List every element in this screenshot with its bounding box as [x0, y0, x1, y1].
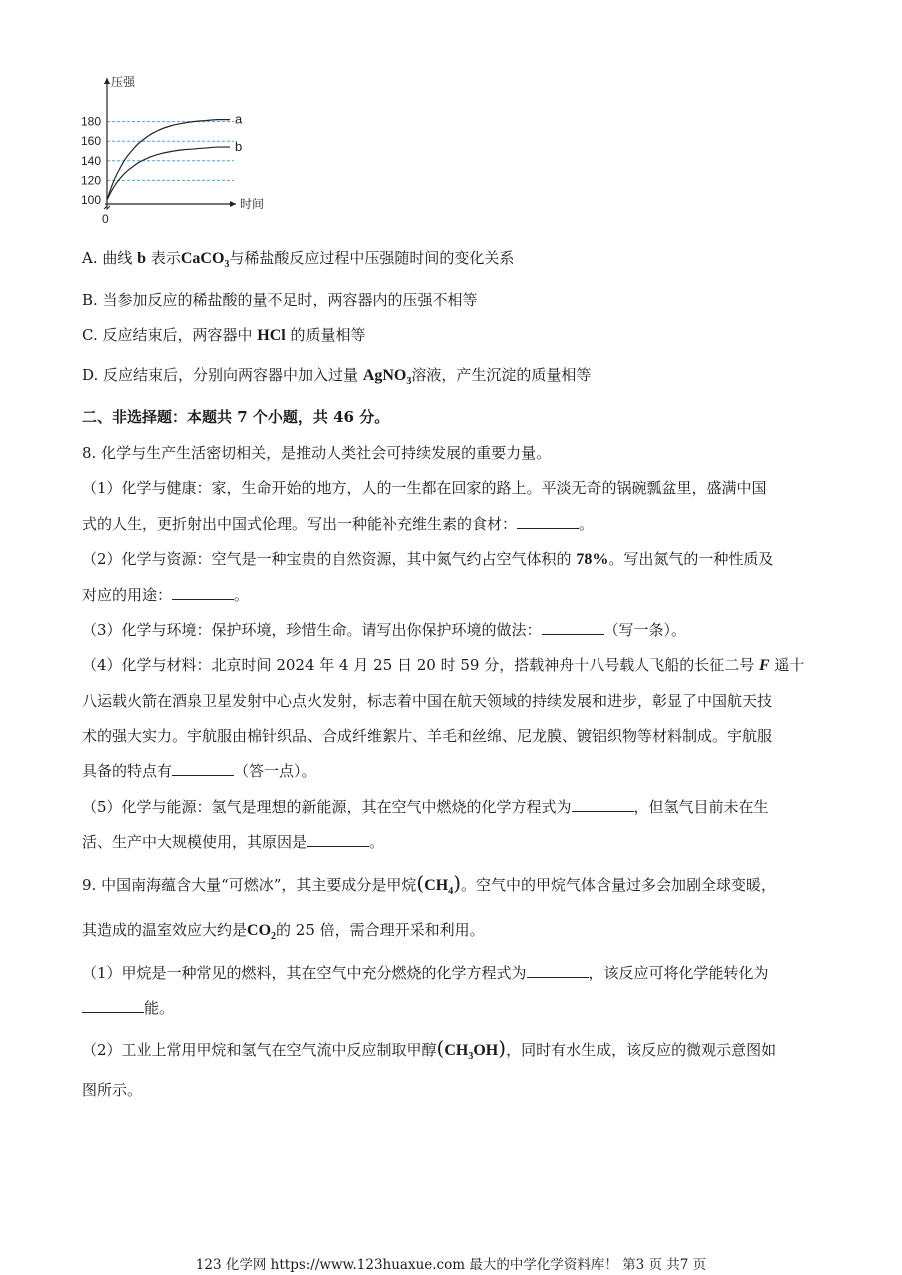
q8-part5-text-c: 活、生产中大规模使用，其原因是: [82, 833, 308, 851]
axis-break-mark: [104, 206, 110, 209]
option-a-curve-label: b: [137, 250, 147, 267]
q9-part2-line2: 图所示。: [82, 1081, 143, 1099]
q9-text-b: 。空气中的甲烷气体含量过多会加剧全球变暖，: [461, 876, 777, 894]
option-d-text-2: 溶液，产生沉淀的质量相等: [411, 366, 592, 384]
answer-blank[interactable]: [307, 832, 369, 847]
y-tick-label-140: 140: [81, 153, 102, 168]
q8-part4-text-d: （答一点）。: [234, 762, 317, 780]
series-label-a: a: [235, 111, 243, 127]
q8-rocket-model: F: [758, 657, 770, 674]
option-a-text-1: A. 曲线: [82, 249, 138, 267]
q8-part3-text-a: （3）化学与环境：保护环境，珍惜生命。请写出你保护环境的做法：: [82, 621, 542, 639]
y-tick-label-160: 160: [81, 134, 102, 149]
option-c-formula: HCl: [257, 327, 286, 344]
answer-blank[interactable]: [542, 620, 604, 635]
q9-stem-line1: 9. 中国南海蕴含大量“可燃冰”，其主要成分是甲烷$(CH_4)$。空气中的甲烷气体含量过多会加剧全球变暖，: [82, 871, 777, 898]
y-tick-label-180: 180: [81, 114, 102, 129]
q8-part4-line2: 八运载火箭在酒泉卫星发射中心点火发射，标志着中国在航天领域的持续发展和进步，彰显了中国航天技: [82, 692, 773, 710]
methane-formula: $CH_4$: [424, 877, 454, 898]
option-d-formula: AgNO$_3$: [362, 367, 412, 388]
answer-blank[interactable]: [172, 585, 234, 600]
q8-part3-text-b: （写一条）。: [603, 621, 687, 639]
series-line-a: [107, 120, 230, 200]
q9-part1-end: 能。: [144, 999, 175, 1017]
methanol-formula: $CH_3OH$: [444, 1042, 499, 1063]
q9-part2-text-b: ，同时有水生成，该反应的微观示意图如: [506, 1041, 777, 1059]
q8-part2-line2: [82, 584, 249, 606]
q9-stem-line2: [82, 919, 485, 948]
origin-label: 0: [102, 212, 109, 226]
q9-part2-line1: （2）工业上常用甲烷和氢气在空气流中反应制取甲醇$(CH_3OH)$，同时有水生成，该反应的微观示意图如: [82, 1036, 777, 1063]
q8-part4-text-c: 具备的特点有: [82, 762, 173, 780]
q9-text-c: 其造成的温室效应大约是: [82, 921, 248, 939]
q8-part2-text-c: 对应的用途：: [82, 586, 173, 604]
y-axis-arrow: [104, 78, 110, 84]
q8-part1-end: 。: [579, 515, 595, 533]
q9-part1-text-a: （1）甲烷是一种常见的燃料，其在空气中充分燃烧的化学方程式为: [82, 964, 527, 982]
q8-part2-end: 。: [234, 586, 250, 604]
co2-formula: $CO_2$: [247, 922, 277, 943]
pressure-time-chart: [76, 70, 276, 230]
y-axis-label: 压强: [111, 75, 136, 89]
q8-part4-text-b: 遥十: [769, 656, 805, 674]
q8-stem: 8. 化学与生产生活密切相关，是推动人类社会可持续发展的重要力量。: [82, 444, 552, 462]
page-footer: 123 化学网 https://www.123huaxue.com 最大的中学化学资料库！ 第3 页 共7 页: [195, 1257, 707, 1273]
q8-part4-line4: [82, 760, 317, 782]
q8-part5-text-b: ，但氢气目前未在生: [633, 798, 769, 816]
q9-text-d: 的 25 倍，需合理开采和利用。: [276, 921, 485, 939]
q8-part2-line1: [82, 548, 773, 571]
q8-part4-text-a: （4）化学与材料：北京时间 2024 年 4 月 25 日 20 时 59 分，搭载神舟十八号载人飞船的长征二号: [82, 656, 759, 674]
q8-part5-text-a: （5）化学与能源：氢气是理想的新能源，其在空气中燃烧的化学方程式为: [82, 798, 572, 816]
series-line-b: [107, 147, 230, 200]
answer-blank[interactable]: [572, 797, 634, 812]
answer-blank[interactable]: [517, 514, 579, 529]
q8-part4-line3: 术的强大实力。宇航服由棉针织品、合成纤维絮片、羊毛和丝绵、尼龙膜、镀铝织物等材料制成。宇航服: [82, 727, 773, 745]
answer-blank[interactable]: [172, 761, 234, 776]
q8-part5-line2: [82, 831, 384, 853]
option-c-text-2: 的质量相等: [285, 326, 366, 344]
q9-part1-text-b: ，该反应可将化学能转化为: [588, 964, 769, 982]
q8-part1-line2: [82, 513, 594, 535]
section-title: 二、非选择题：本题共 7 个小题，共 46 分。: [82, 408, 390, 426]
option-b: B. 当参加反应的稀盐酸的量不足时，两容器内的压强不相等: [82, 291, 478, 309]
option-d-text-1: D. 反应结束后，分别向两容器中加入过量: [82, 366, 363, 384]
option-c-text-1: C. 反应结束后，两容器中: [82, 326, 258, 344]
q8-part2-text-a: （2）化学与资源：空气是一种宝贵的自然资源，其中氮气约占空气体积的: [82, 550, 577, 568]
x-axis-arrow: [230, 201, 236, 207]
q9-part1-line2: [82, 997, 174, 1019]
q8-part1-line1: （1）化学与健康：家，生命开始的地方，人的一生都在回家的路上。平淡无奇的锅碗瓢盆里，盛满中国: [82, 479, 767, 497]
q9-part1-line1: [82, 962, 769, 984]
option-a: [82, 247, 514, 276]
chart-svg: [76, 70, 276, 230]
q8-part1-text: 式的人生，更折射出中国式伦理。写出一种能补充维生素的食材：: [82, 515, 518, 533]
y-tick-label-100: 100: [81, 193, 102, 207]
q8-part4-line1: [82, 654, 804, 677]
x-axis-label: 时间: [240, 197, 265, 211]
q8-nitrogen-percent: 78%: [576, 551, 609, 568]
option-a-text-3: 与稀盐酸反应过程中压强随时间的变化关系: [229, 249, 515, 267]
q8-part5-end: 。: [369, 833, 385, 851]
q8-part5-line1: [82, 796, 769, 818]
option-c: [82, 324, 365, 347]
answer-blank[interactable]: [82, 998, 144, 1013]
series-label-b: b: [235, 139, 243, 155]
y-tick-label-120: 120: [81, 173, 102, 188]
option-a-text-2: 表示: [146, 249, 181, 267]
q8-part2-text-b: 。写出氮气的一种性质及: [608, 550, 774, 568]
option-a-formula: CaCO$_3$: [180, 250, 230, 271]
answer-blank[interactable]: [527, 963, 589, 978]
q9-text-a: 9. 中国南海蕴含大量“可燃冰”，其主要成分是甲烷: [82, 876, 417, 894]
option-d: [82, 364, 591, 393]
q8-part3: [82, 619, 686, 641]
q9-part2-text-a: （2）工业上常用甲烷和氢气在空气流中反应制取甲醇: [82, 1041, 437, 1059]
